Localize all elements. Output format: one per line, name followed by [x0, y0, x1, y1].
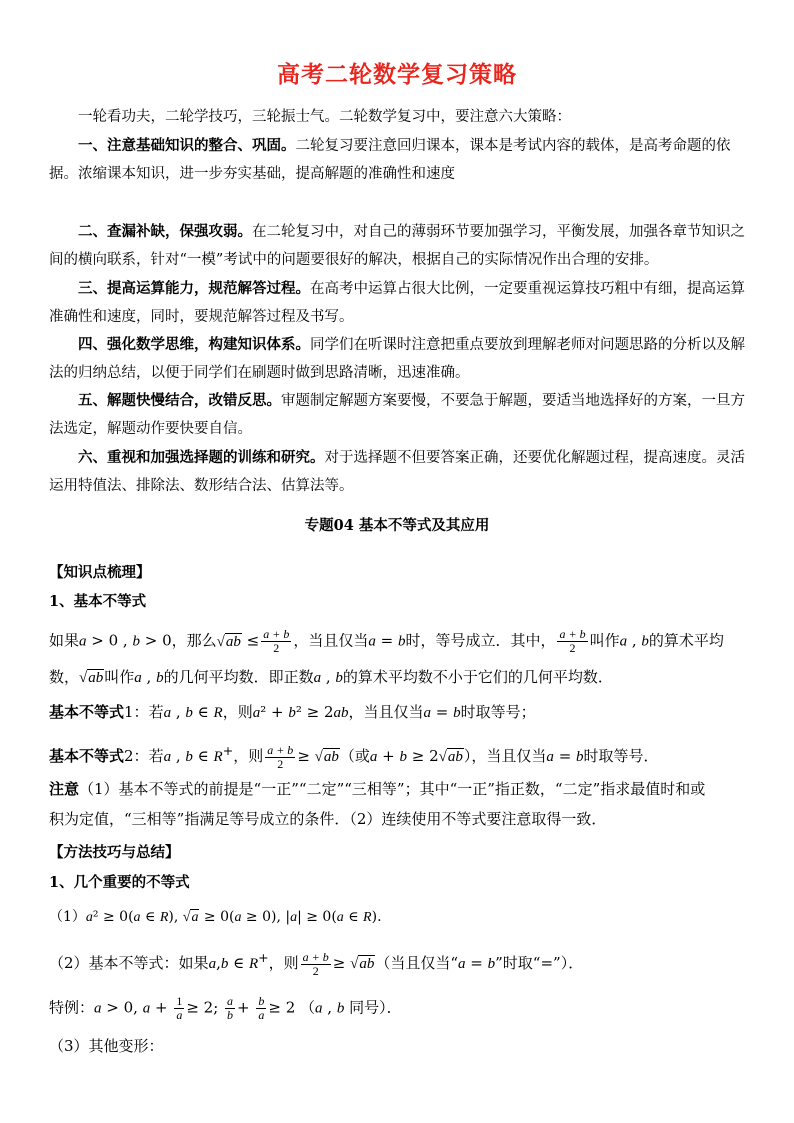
note-line-1: 注意（1）基本不等式的前提是“一正”“二定”“三相等”；其中“一正”指正数，“二定”指求最值时和或	[49, 780, 706, 798]
topic-title: 专题04 基本不等式及其应用	[304, 517, 490, 534]
page-title: 高考二轮数学复习策略	[277, 62, 517, 88]
strategy-2: 二、查漏补缺，保强攻弱。在二轮复习中，对自己的薄弱环节要加强学习，平衡发展，加强各章节知识之间的横向联系，针对“一模”考试中的问题要很好的解决，根据自己的实际情况作出合理的安排。	[49, 223, 745, 268]
item-3: （3）其他变形：	[49, 1037, 164, 1055]
strategy-3: 三、提高运算能力，规范解答过程。在高考中运算占很大比例，一定要重视运算技巧粗中有细，提高运算准确性和速度，同时，要规范解答过程及书写。	[49, 280, 745, 325]
special-case: 特例：a > 0, a + $\frac{1}{a}$ ≥ 2; $\frac{a}{b}$ + $\frac{b}{a}$ ≥ 2 （a , b 同号）．	[49, 994, 402, 1022]
strategy-4: 四、强化数学思维，构建知识体系。同学们在听课时注意把重点要放到理解老师对问题思路的分析以及解法的归纳总结，以便于同学们在刷题时做到思路清晰，迅速准确。	[49, 336, 745, 381]
subheading-important-inequalities: 1、几个重要的不等式	[49, 874, 190, 891]
intro-paragraph: 一轮看功夫，二轮学技巧，三轮振士气。二轮数学复习中，要注意六大策略：	[78, 109, 571, 125]
definition-line-1: 如果a > 0 , b > 0，那么√ab ≤ $\frac{a + b}{2}$ ，当且仅当a = b时，等号成立．其中， $\frac{a + b}{2}$ 叫作a , b的算术平均	[49, 627, 724, 655]
note-line-2: 积为定值，“三相等”指满足等号成立的条件．（2）连续使用不等式要注意取得一致．	[49, 810, 607, 828]
item-1: （1）a² ≥ 0(a ∈ R), √a ≥ 0(a ≥ 0), |a| ≥ 0(a ∈ R).	[49, 909, 382, 925]
section-heading-methods: 【方法技巧与总结】	[49, 844, 180, 861]
subheading-basic-inequality: 1、基本不等式	[49, 593, 147, 610]
strategy-6: 六、重视和加强选择题的训练和研究。对于选择题不但要答案正确，还要优化解题过程，提高速度。灵活运用特值法、排除法、数形结合法、估算法等。	[49, 449, 745, 494]
strategy-5: 五、解题快慢结合，改错反思。审题制定解题方案要慢，不要急于解题，要适当地选择好的方案，一旦方法选定，解题动作要快要自信。	[49, 392, 745, 437]
definition-line-2: 数，√ab叫作a , b的几何平均数．即正数a , b的算术平均数不小于它们的几何平均数．	[49, 668, 613, 686]
basic-inequality-2: 基本不等式2：若a , b ∈ R+，则 $\frac{a + b}{2}$ ≥ √ab（或a + b ≥ 2√ab），当且仅当a = b时取等号．	[49, 742, 659, 771]
item-2: （2）基本不等式：如果a,b ∈ R+，则 $\frac{a + b}{2}$ ≥ √ab（当且仅当“a = b”时取“=”）．	[49, 949, 584, 978]
section-heading-knowledge: 【知识点梳理】	[49, 564, 151, 581]
strategy-1: 一、注意基础知识的整合、巩固。二轮复习要注意回归课本，课本是考试内容的载体，是高考命题的依据。浓缩课本知识，进一步夯实基础，提高解题的准确性和速度	[49, 137, 731, 182]
basic-inequality-1: 基本不等式1：若a , b ∈ R，则a² + b² ≥ 2ab，当且仅当a = b时取等号；	[49, 703, 536, 721]
